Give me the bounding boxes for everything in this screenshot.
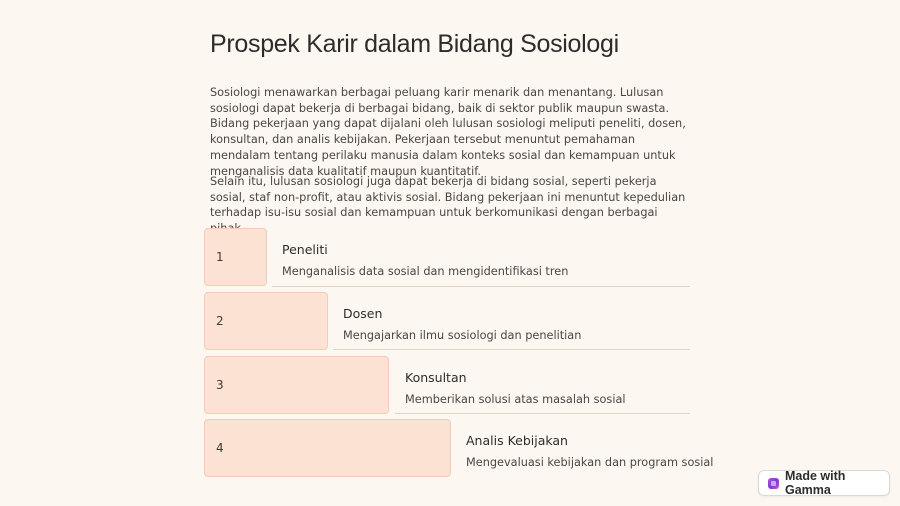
step-description: Mengevaluasi kebijakan dan program sosial bbox=[466, 456, 714, 469]
step-number: 4 bbox=[216, 441, 224, 455]
step-divider bbox=[333, 349, 690, 350]
made-with-gamma-badge[interactable] bbox=[758, 470, 890, 496]
step-divider bbox=[272, 286, 690, 287]
gamma-logo-icon bbox=[768, 478, 779, 489]
step-number: 2 bbox=[216, 314, 224, 328]
second-paragraph: Selain itu, lulusan sosiologi juga dapat bekerja di bidang sosial, seperti pekerja sosial, staf non-profit, atau aktivis sosial. Bidang pekerjaan ini menuntut kepedulian terhadap isu-isu sosial dan kemampuan untuk berkomunikasi dengan berbagai bbox=[210, 175, 686, 220]
step-title: Dosen bbox=[343, 306, 383, 321]
step-number: 3 bbox=[216, 378, 224, 392]
step-divider bbox=[395, 413, 690, 414]
step-description: Memberikan solusi atas masalah sosial bbox=[405, 393, 626, 406]
step-title: Analis Kebijakan bbox=[466, 433, 568, 448]
intro-paragraph: Sosiologi menawarkan berbagai peluang karir menarik dan menantang. Lulusan sosiologi dapat bekerja di berbagai bidang, baik di sektor publik maupun swasta. Bidang pekerjaan yang dapat dijalani oleh lulusan sosiologi meliputi peneliti, dosen, konsultan, dan analis kebijakan. Pekerjaan tersebut menuntut pemahaman mendalam tentang perilaku manusia dalam konteks sosial dan kemampuan untuk menganalisis data kualitatif maupun kuantitatif. bbox=[210, 86, 686, 178]
step-box-1 bbox=[204, 228, 267, 286]
step-title: Peneliti bbox=[282, 242, 328, 257]
step-title: Konsultan bbox=[405, 370, 467, 385]
slide-title: Prospek Karir dalam Bidang Sosiologi bbox=[210, 30, 619, 58]
step-box-3 bbox=[204, 356, 389, 414]
badge-label: Made with Gamma bbox=[785, 469, 846, 497]
step-box-4 bbox=[204, 419, 451, 477]
step-description: Menganalisis data sosial dan mengidentifikasi tren bbox=[282, 265, 569, 278]
step-box-2 bbox=[204, 292, 328, 350]
step-description: Mengajarkan ilmu sosiologi dan penelitian bbox=[343, 329, 582, 342]
step-number: 1 bbox=[216, 250, 224, 264]
